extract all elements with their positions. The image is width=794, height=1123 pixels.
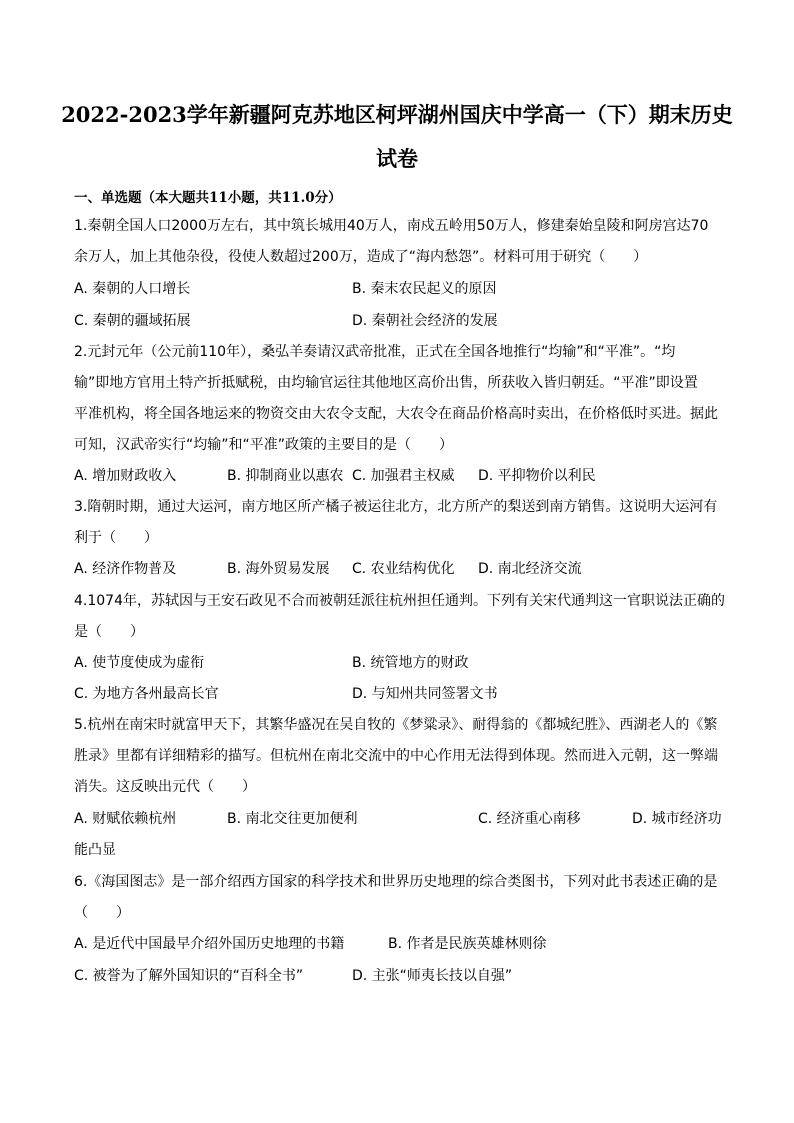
question-2-line-2: 输”即地方官用土特产折抵赋税，由均输官运往其他地区高价出售，所获收入皆归朝廷。“平准”即设置: [74, 375, 698, 391]
question-6-line-2: （ ）: [74, 905, 130, 921]
question-1-option-b: B. 秦末农民起义的原因: [352, 281, 497, 297]
question-5-line-1: 5.杭州在南宋时就富甲天下，其繁华盛况在吴自牧的《梦粱录》、耐得翁的《都城纪胜》、西湖老人的《繁: [74, 717, 718, 733]
question-2-line-1: 2.元封元年（公元前110年），桑弘羊奏请汉武帝批准，正式在全国各地推行“均输”和“平准”。“均: [74, 344, 676, 360]
question-5-option-c: C. 经济重心南移: [478, 811, 581, 827]
question-3-option-c: C. 农业结构优化: [352, 561, 455, 577]
question-1-line-2: 余万人，加上其他杂役，役使人数超过200万，造成了“海内愁怨”。材料可用于研究（ ）: [74, 249, 648, 265]
question-3-option-b: B. 海外贸易发展: [227, 561, 330, 577]
question-2-option-b: B. 抑制商业以惠农: [227, 468, 344, 484]
question-4-option-d: D. 与知州共同签署文书: [352, 686, 498, 702]
question-4-option-b: B. 统管地方的财政: [352, 655, 469, 671]
question-2-option-c: C. 加强君主权威: [352, 468, 455, 484]
question-1-option-a: A. 秦朝的人口增长: [74, 281, 191, 297]
question-5-option-d-continued: 能凸显: [74, 842, 116, 858]
question-4-line-1: 4.1074年，苏轼因与王安石政见不合而被朝廷派往杭州担任通判。下列有关宋代通判这一官职说法正确的: [74, 593, 725, 609]
question-4-option-c: C. 为地方各州最高长官: [74, 686, 219, 702]
question-5-line-2: 胜录》里都有详细精彩的描写。但杭州在南北交流中的中心作用无法得到体现。然而进入元朝，这一弊端: [74, 748, 718, 764]
question-5-option-a: A. 财赋依赖杭州: [74, 811, 177, 827]
question-6-option-a: A. 是近代中国最早介绍外国历史地理的书籍: [74, 936, 345, 952]
exam-title-line-1: 2022-2023学年新疆阿克苏地区柯坪湖州国庆中学高一（下）期末历史: [61, 102, 733, 127]
question-6-option-c: C. 被誉为了解外国知识的“百科全书”: [74, 968, 304, 984]
question-2-option-a: A. 增加财政收入: [74, 468, 177, 484]
question-3-line-1: 3.隋朝时期，通过大运河，南方地区所产橘子被运往北方，北方所产的梨送到南方销售。这说明大运河有: [74, 499, 718, 515]
question-5-option-b: B. 南北交往更加便利: [227, 811, 358, 827]
question-4-option-a: A. 使节度使成为虚衔: [74, 655, 205, 671]
question-2-line-3: 平准机构，将全国各地运来的物资交由大农令支配，大农令在商品价格高时卖出，在价格低时买进。据此: [74, 406, 718, 422]
exam-title-line-2: 试卷: [376, 146, 418, 171]
question-5-option-d: D. 城市经济功: [632, 811, 722, 827]
question-1-line-1: 1.秦朝全国人口2000万左右，其中筑长城用40万人，南戍五岭用50万人，修建秦始皇陵和阿房宫达70: [74, 218, 709, 234]
question-5-line-3: 消失。这反映出元代（ ）: [74, 779, 256, 795]
question-1-option-d: D. 秦朝社会经济的发展: [352, 313, 498, 329]
question-6-option-d: D. 主张“师夷长技以自强”: [352, 968, 513, 984]
question-3-option-a: A. 经济作物普及: [74, 561, 177, 577]
question-6-option-b: B. 作者是民族英雄林则徐: [388, 936, 547, 952]
question-1-option-c: C. 秦朝的疆域拓展: [74, 313, 191, 329]
section-heading-text: 一、单选题（本大题共11小题，共11.0分）: [74, 190, 342, 206]
question-4-line-2: 是（ ）: [74, 624, 144, 640]
question-3-line-2: 利于（ ）: [74, 530, 158, 546]
question-6-line-1: 6.《海国图志》是一部介绍西方国家的科学技术和世界历史地理的综合类图书，下列对此书表述正确的是: [74, 874, 718, 890]
question-2-option-d: D. 平抑物价以利民: [478, 468, 596, 484]
question-3-option-d: D. 南北经济交流: [478, 561, 582, 577]
section-heading: [74, 186, 342, 206]
question-2-line-4: 可知，汉武帝实行“均输”和“平准”政策的主要目的是（ ）: [74, 437, 454, 453]
